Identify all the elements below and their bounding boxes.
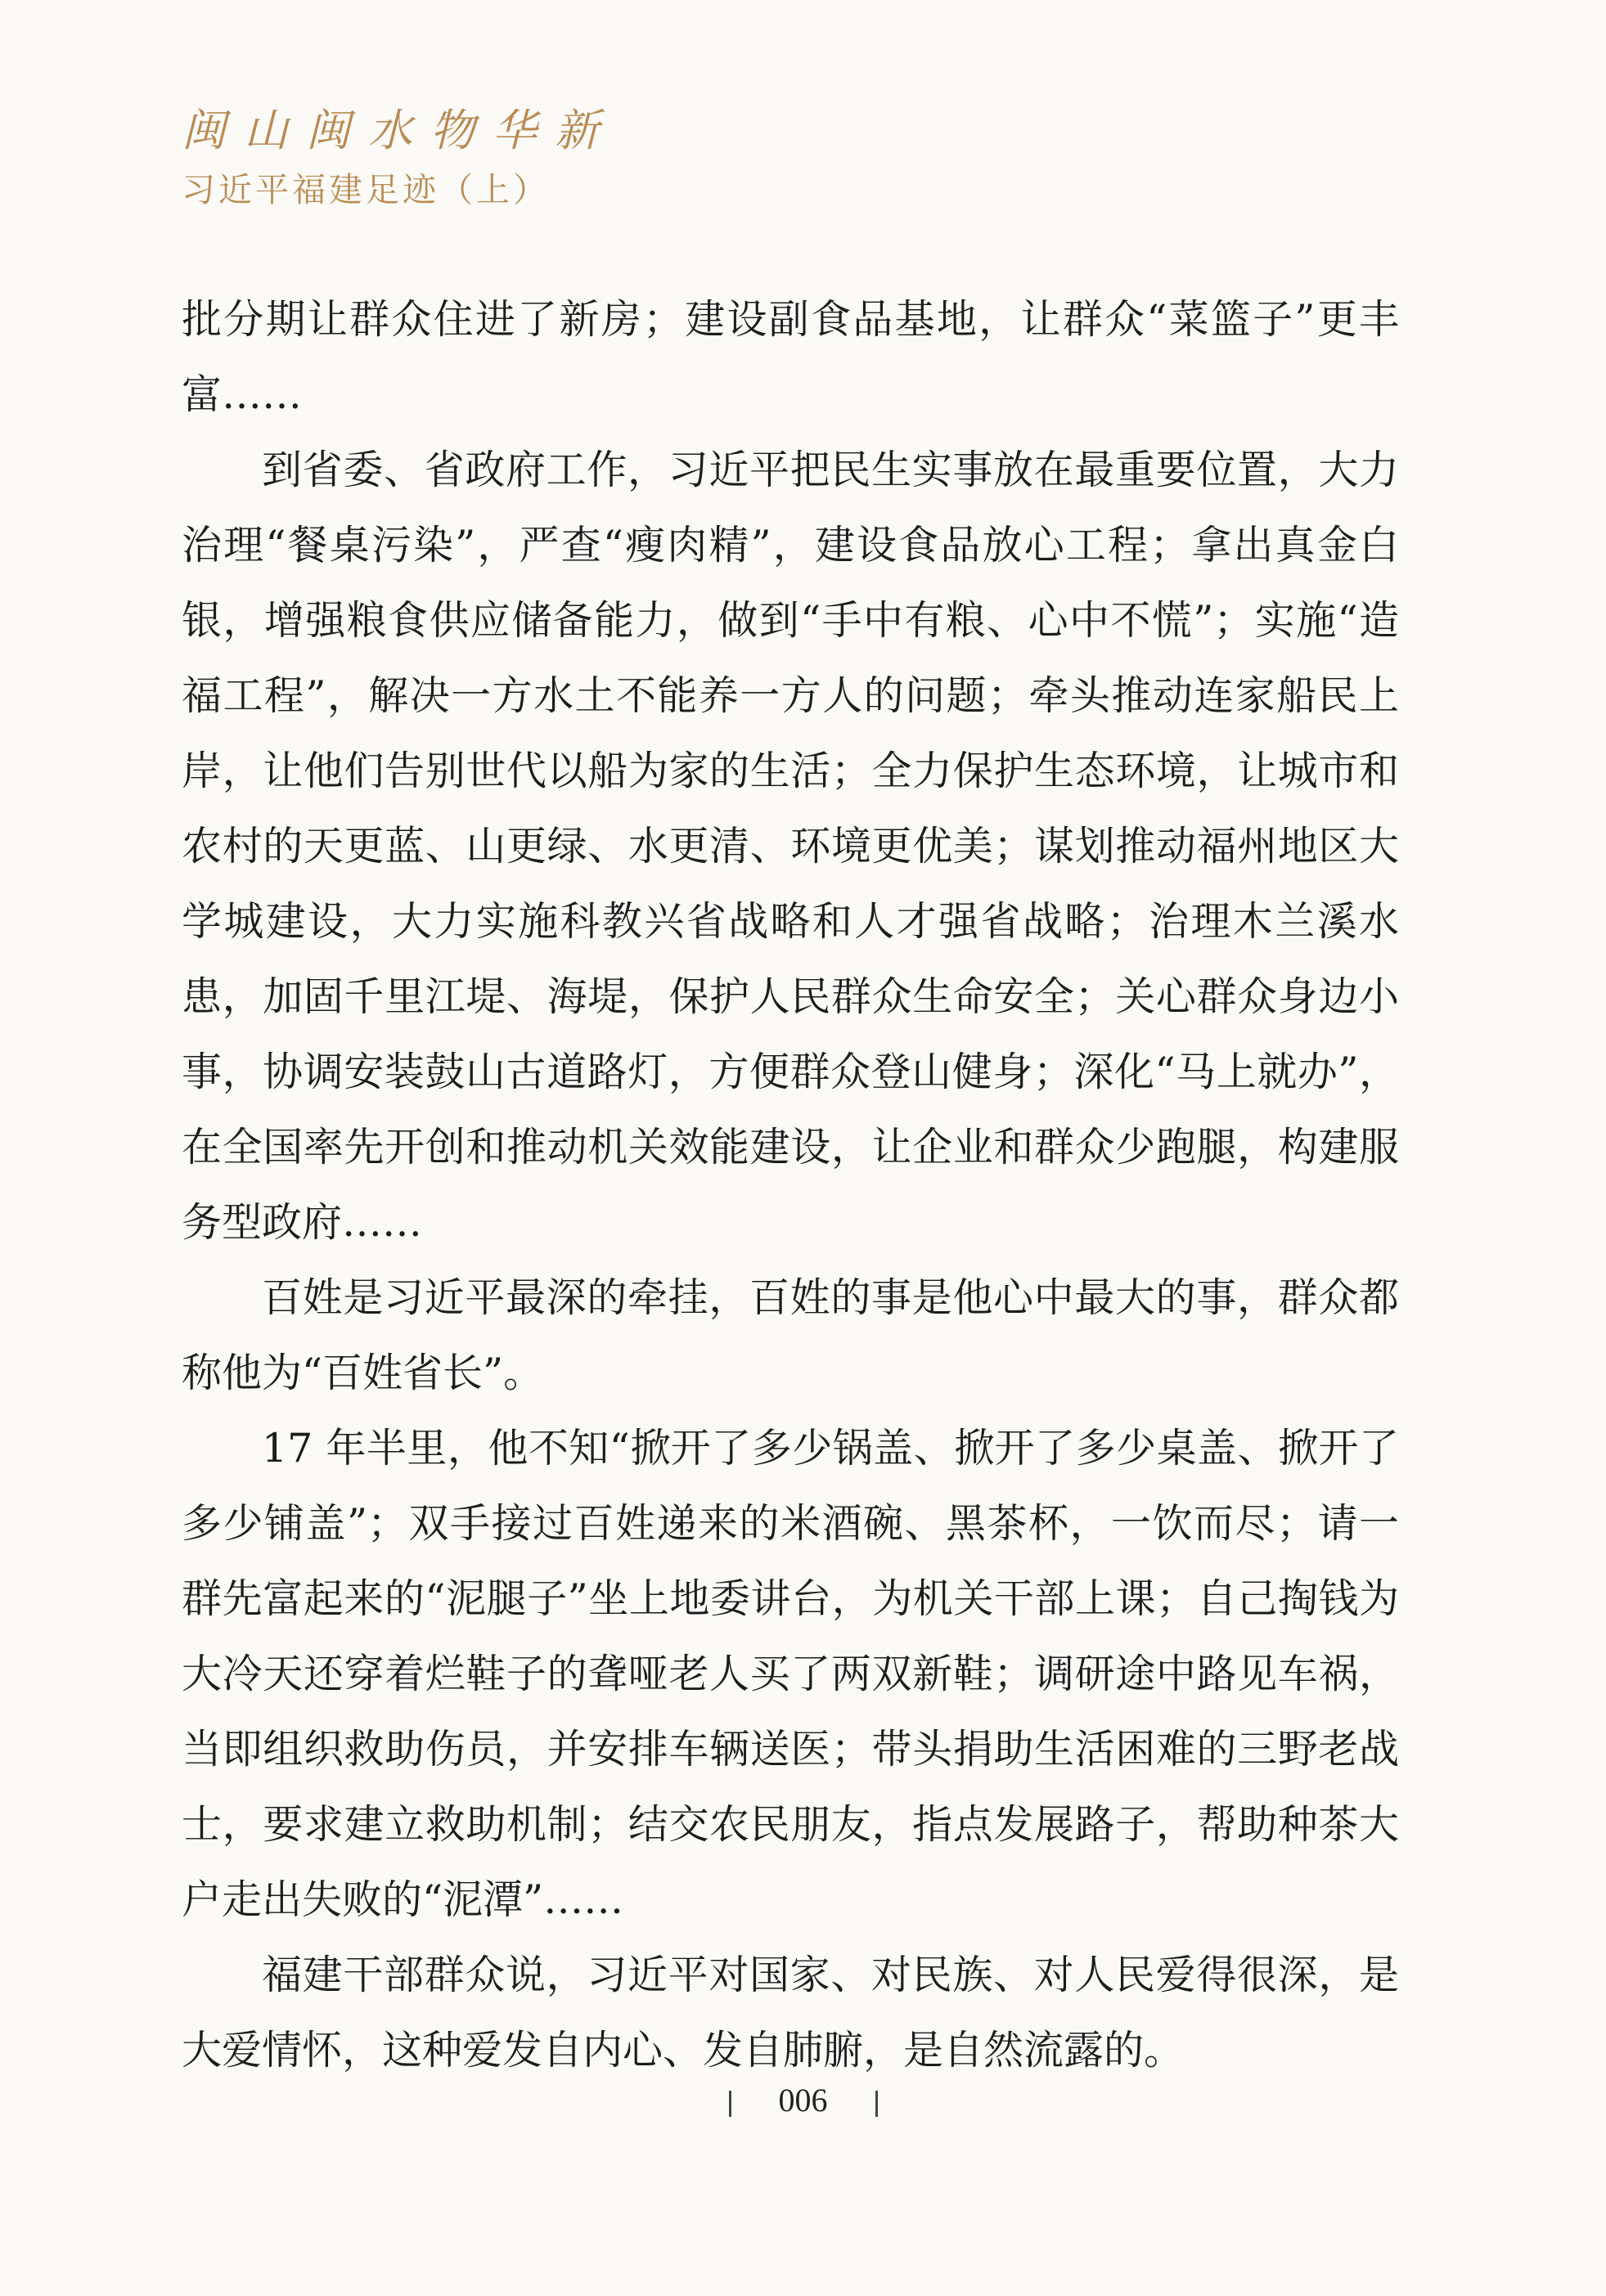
paragraph: 17 年半里，他不知“掀开了多少锅盖、掀开了多少桌盖、掀开了多少铺盖”；双手接过百姓递来的米酒碗、黑茶杯，一饮而尽；请一群先富起来的“泥腿子”坐上地委讲台，为机关干部上课；自己掏钱为大冷天还穿着烂鞋子的聋哑老人买了两双新鞋；调研途中路见车祸，当即组织救助伤员，并安排车辆送医；带头捐助生活困难的三野老战士，要求建立救助机制；结交农民朋友，指点发展路子，帮助种茶大户走出失败的“泥潭”…… [182,1425,1399,1923]
page-footer [0,2076,1606,2125]
body-text [182,282,1399,2088]
paragraph: 百姓是习近平最深的牵挂，百姓的事是他心中最大的事，群众都称他为“百姓省长”。 [182,1274,1399,1396]
book-title: 闽山闽水物华新 [182,105,617,156]
folio-divider-right [875,2091,878,2117]
folio-divider-left [729,2091,731,2117]
paragraph: 福建干部群众说，习近平对国家、对民族、对人民爱得很深，是大爱情怀，这种爱发自内心、发自肺腑，是自然流露的。 [182,1952,1399,2074]
running-head [182,105,617,213]
page-number: 006 [778,2082,828,2119]
paragraph-continued: 批分期让群众住进了新房；建设副食品基地，让群众“菜篮子”更丰富…… [182,296,1399,418]
book-subtitle: 习近平福建足迹（上） [182,170,550,209]
paragraph: 到省委、省政府工作，习近平把民生实事放在最重要位置，大力治理“餐桌污染”，严查“瘦肉精”，建设食品放心工程；拿出真金白银，增强粮食供应储备能力，做到“手中有粮、心中不慌”；实施“造福工程”，解决一方水土不能养一方人的问题；牵头推动连家船民上岸，让他们告别世代以船为家的生活；全力保护生态环境，让城市和农村的天更蓝、山更绿、水更清、环境更优美；谋划推动福州地区大学城建设，大力实施科教兴省战略和人才强省战略；治理木兰溪水患，加固千里江堤、海堤，保护人民群众生命安全；关心群众身边小事，协调安装鼓山古道路灯，方便群众登山健身；深化“马上就办”，在全国率先开创和推动机关效能建设，让企业和群众少跑腿，构建服务型政府…… [182,447,1399,1246]
